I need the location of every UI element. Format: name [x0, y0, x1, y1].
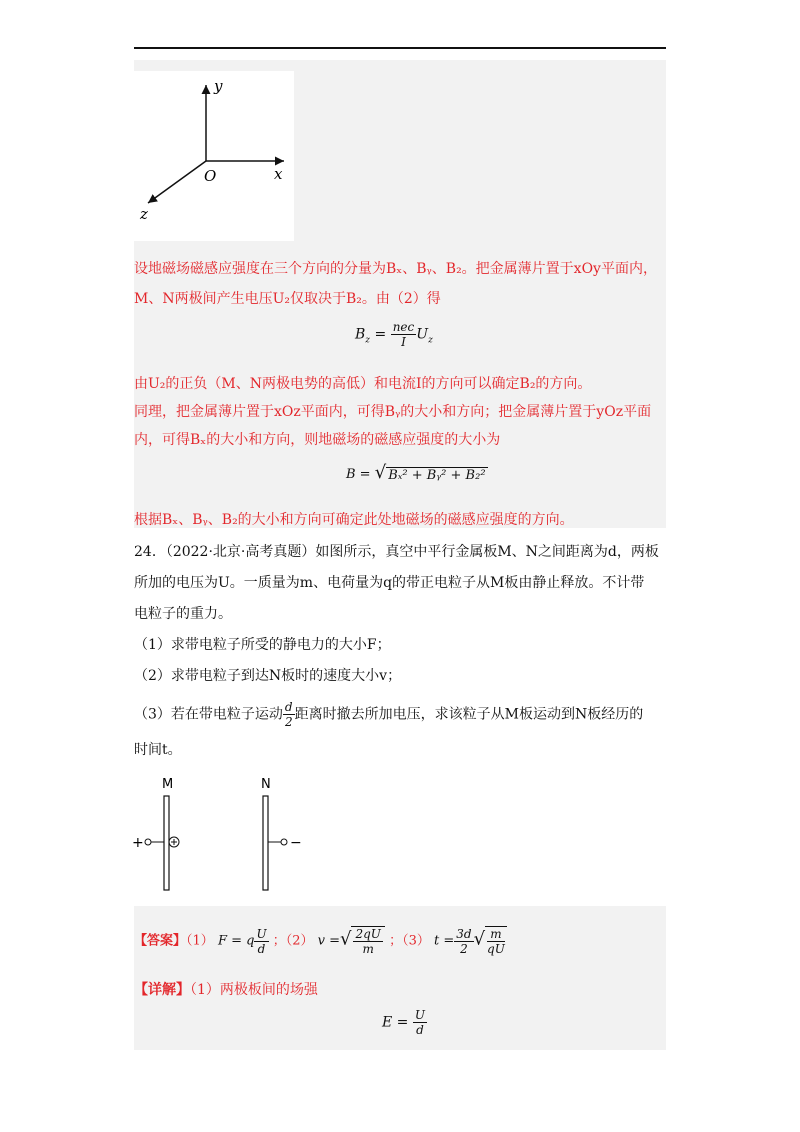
solution-line-5: 内，可得Bₓ的大小和方向，则地磁场的磁感应强度的大小为 [134, 432, 501, 448]
f1-lhs: F = q [217, 933, 255, 949]
header-rule [134, 47, 666, 49]
f3-lhs: t = [433, 933, 455, 949]
equation-bz [355, 320, 433, 349]
part-3-fraction [283, 700, 295, 729]
f3-den: 2 [460, 941, 468, 956]
eq1-rhs: U [416, 326, 429, 343]
eq2-lhs: B = [346, 467, 371, 482]
answer-line [134, 926, 507, 956]
sqrt-3: √ [473, 928, 486, 950]
question-24-part-3 [134, 700, 643, 729]
origin-label: O [204, 167, 217, 185]
sqrt-2: √ [340, 928, 352, 950]
e-lhs: E = [382, 1014, 409, 1031]
part-3-den: 2 [284, 715, 293, 729]
plus-terminal-label: + [132, 835, 144, 851]
answer-part-3: ；（3） [389, 933, 430, 949]
f3-root-num: m [487, 927, 505, 942]
question-24-part-2: （2）求带电粒子到达N板时的速度大小v； [134, 668, 402, 684]
eq2-radicand: Bₓ² + Bᵧ² + B₂² [388, 467, 486, 483]
parallel-plates-figure [130, 772, 320, 894]
part-3-pre: （3）若在带电粒子运动 [134, 706, 283, 723]
e-den: d [416, 1023, 424, 1037]
eq1-lhs-sub: z [365, 335, 371, 346]
question-24-line-3: 电粒子的重力。 [134, 606, 232, 622]
f2-den: m [362, 942, 374, 956]
question-24-line-1: 24．（2022·北京·高考真题）如图所示，真空中平行金属板M、N之间距离为d，两板 [134, 544, 659, 560]
f2-num: 2qU [355, 927, 381, 941]
part-3-post: 距离时撤去所加电压，求该粒子从M板运动到N板经历的 [294, 706, 644, 723]
plate-m-label: M [162, 777, 174, 792]
coordinate-axes-diagram [134, 71, 294, 241]
terminal-m [145, 839, 151, 845]
f2-fraction [351, 926, 384, 956]
part-3-num: d [284, 700, 293, 714]
f1-fraction [254, 927, 268, 956]
f3-num: 3d [456, 926, 472, 941]
f3-fraction [454, 927, 473, 956]
plate-m [164, 796, 169, 890]
f3-root-fraction [485, 926, 507, 956]
plate-n-label: N [261, 777, 271, 792]
question-24-part-1: （1）求带电粒子所受的静电力的大小F； [134, 637, 391, 653]
z-label: z [140, 205, 148, 223]
f1-num: U [256, 926, 267, 941]
eq1-lhs: B [355, 326, 366, 343]
f2-lhs: v = [317, 933, 340, 949]
eq1-rhs-sub: z [428, 335, 433, 346]
solution-line-3: 由U₂的正负（M、N两极电势的高低）和电流I的方向可以确定B₂的方向。 [134, 376, 592, 392]
z-axis [148, 161, 206, 203]
eq1-num: nec [392, 320, 415, 334]
x-label: x [274, 165, 283, 183]
answer-part-2: ；（2） [272, 933, 314, 949]
axes-figure [134, 71, 294, 241]
eq1-equals: = [374, 326, 387, 343]
equation-b-magnitude [346, 462, 488, 483]
terminal-n [281, 839, 287, 845]
detail-label: 【详解】 [134, 982, 190, 998]
solution-line-6: 根据Bₓ、Bᵧ、B₂的大小和方向可确定此处地磁场的磁感应强度的方向。 [134, 512, 574, 528]
plate-n [263, 796, 268, 890]
f1-den: d [257, 941, 266, 956]
minus-terminal-label: − [290, 835, 302, 851]
question-24-part-3-line-2: 时间t。 [134, 742, 182, 758]
y-label: y [214, 77, 223, 95]
detail-line [134, 980, 318, 1000]
detail-text: （1）两极板间的场强 [190, 982, 318, 998]
solution-line-1: 设地磁场磁感应强度在三个方向的分量为Bₓ、Bᵧ、B₂。把金属薄片置于xOy平面内， [134, 261, 657, 277]
f3-root-den: qU [487, 942, 505, 956]
answer-part-1: （1） [186, 933, 214, 949]
equation-e [382, 1008, 427, 1037]
eq1-fraction [391, 320, 417, 349]
solution-line-4: 同理，把金属薄片置于xOz平面内，可得Bᵧ的大小和方向；把金属薄片置于yOz平面 [134, 404, 652, 420]
e-num: U [414, 1008, 425, 1022]
answer-label: 【答案】 [134, 933, 187, 949]
solution-line-2: M、N两极间产生电压U₂仅取决于B₂。由（2）得 [134, 291, 441, 307]
sqrt-sign: √ [374, 462, 387, 483]
eq1-den: I [401, 335, 406, 349]
e-fraction [413, 1008, 427, 1037]
question-24-line-2: 所加的电压为U。一质量为m、电荷量为q的带正电粒子从M板由静止释放。不计带 [134, 575, 645, 591]
